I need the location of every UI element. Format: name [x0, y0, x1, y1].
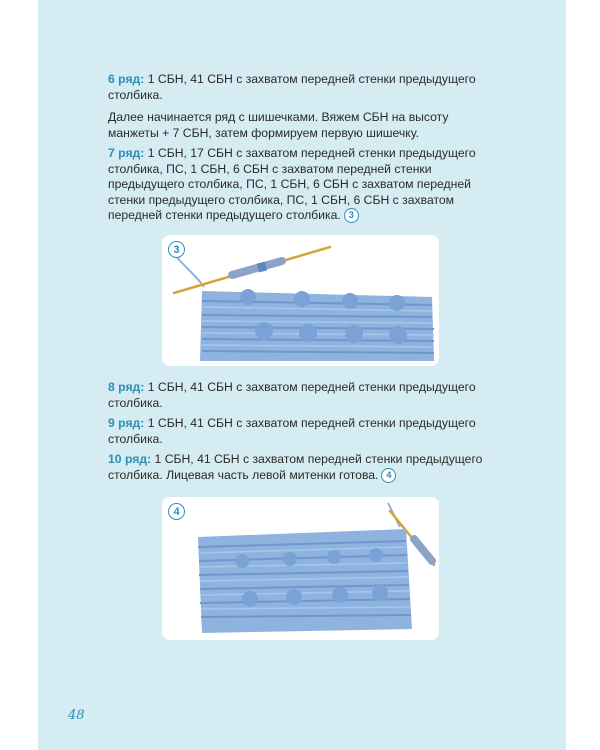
intro-text: Далее начинается ряд с шишечками. Вяжем СБН на высоту манжеты + 7 СБН, затем формируем первую шишечку.	[108, 110, 449, 140]
row-label: 8 ряд:	[108, 380, 145, 394]
photo-badge-3: 3	[168, 241, 185, 258]
paragraph-row-10	[108, 452, 500, 483]
page-number: 48	[68, 708, 85, 723]
knitting-swatch-illustration	[162, 235, 439, 366]
row-label: 10 ряд:	[108, 452, 152, 466]
photo-badge-4: 4	[168, 503, 185, 520]
paragraph-row-8	[108, 380, 500, 411]
paragraph-row-6	[108, 72, 500, 103]
row-text: 1 СБН, 41 СБН с захватом передней стенки предыдущего столбика.	[108, 380, 476, 410]
row-text: 1 СБН, 41 СБН с захватом передней стенки предыдущего столбика.	[108, 72, 476, 102]
photo-step-3	[162, 235, 439, 366]
row-text: 1 СБН, 17 СБН с захватом передней стенки предыдущего столбика, ПС, 1 СБН, 6 СБН с захватом передней стенки предыдущего столбика, ПС, 1 СБН, 6 СБН с захватом передней стенки предыдущего столбика, ПС, 1 СБН, 6 СБН с захватом передней стенки предыдущего столбика.	[108, 146, 476, 222]
row-label: 6 ряд:	[108, 72, 145, 86]
row-label: 7 ряд:	[108, 146, 145, 160]
knitting-swatch-illustration	[162, 497, 439, 640]
photo-step-4	[162, 497, 439, 640]
paragraph-intro	[108, 110, 500, 141]
paragraph-row-9	[108, 416, 500, 447]
row-text: 1 СБН, 41 СБН с захватом передней стенки предыдущего столбика. Лицевая часть левой митенки готова.	[108, 452, 483, 482]
figure-ref-3: 3	[344, 208, 359, 223]
figure-ref-4: 4	[381, 468, 396, 483]
paragraph-row-7	[108, 146, 500, 224]
row-label: 9 ряд:	[108, 416, 145, 430]
row-text: 1 СБН, 41 СБН с захватом передней стенки предыдущего столбика.	[108, 416, 476, 446]
